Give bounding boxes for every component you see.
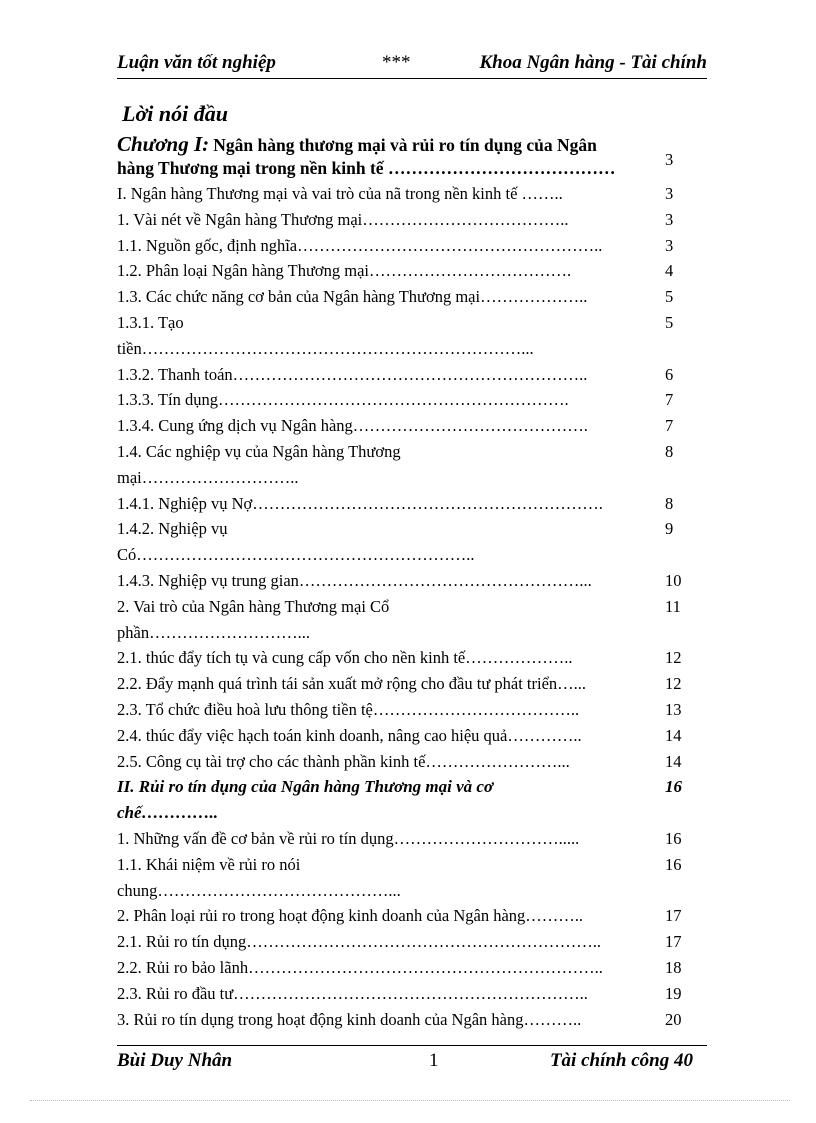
toc-entry-page: 7: [665, 390, 674, 410]
toc-entry-text: 1.4.1. Nghiệp vụ Nợ……………………………………………………….: [117, 493, 603, 513]
toc-entry-text: Có……………………………………………………..: [117, 545, 475, 565]
toc-entry-page: 7: [665, 416, 674, 436]
toc-entry-text: I. Ngân hàng Thương mại và vai trò của nã trong nền kinh tế ……..: [117, 184, 563, 203]
toc-entry-text: 2.1. thúc đẩy tích tụ và cung cấp vốn cho nền kinh tế………………..: [117, 648, 573, 668]
toc-chapter-1-line1: [117, 132, 717, 158]
chapter-title-line1: Ngân hàng thương mại và rủi ro tín dụng của Ngân: [213, 135, 597, 155]
toc-entry-page: 10: [665, 571, 682, 590]
toc-entry-text: 1.3.3. Tín dụng……………………………………………………….: [117, 390, 569, 410]
footer-left: Bùi Duy Nhân: [117, 1050, 233, 1071]
toc-entry-text: 1.3. Các chức năng cơ bản của Ngân hàng Thương mại………………..: [117, 287, 588, 307]
toc-entry-page: 16: [665, 777, 682, 797]
header-rule: [117, 78, 707, 79]
toc-entry-page: 9: [665, 519, 674, 539]
chapter-label: Chương I:: [117, 132, 210, 156]
toc-entry-page: 8: [665, 442, 674, 461]
footer-rule: [117, 1045, 707, 1046]
toc-entry-text: 1.1. Nguồn gốc, định nghĩa………………………………………………..: [117, 235, 603, 255]
footer-right: Tài chính công 40: [549, 1050, 693, 1071]
toc-entry-text: 2.1. Rủi ro tín dụng………………………………………………………..: [117, 932, 602, 952]
toc-entry-text: 2. Phân loại rủi ro trong hoạt động kinh doanh của Ngân hàng………..: [117, 906, 584, 926]
toc-entry-text: II. Rủi ro tín dụng của Ngân hàng Thương mại và cơ: [117, 777, 494, 797]
toc-entry: [117, 674, 717, 700]
toc-entry: [117, 416, 717, 442]
toc-entry-page: 12: [665, 674, 682, 694]
footer-page-number: 1: [429, 1050, 439, 1071]
toc-entry: [117, 390, 717, 416]
toc-entry: [117, 958, 717, 984]
toc-entry: [117, 184, 717, 210]
header-right: Khoa Ngân hàng - Tài chính: [479, 52, 707, 73]
chapter-title-line2: hàng Thương mại trong nền kinh tế …………………………………: [117, 158, 616, 178]
toc-entry-page: 3: [665, 209, 674, 229]
toc-entry-page: 3: [665, 235, 674, 255]
toc-entry-text: 1.4.3. Nghiệp vụ trung gian……………………………………………...: [117, 571, 592, 590]
toc-entry-page: 14: [665, 751, 682, 771]
toc-entry-text: 1.3.2. Thanh toán………………………………………………………..: [117, 364, 588, 384]
toc-entry-page: 20: [665, 1009, 682, 1029]
chapter-page: 3: [665, 150, 674, 169]
toc-entry-text: phần………………………...: [117, 622, 310, 642]
toc-entry-text: mại………………………..: [117, 467, 299, 487]
toc-entry: [117, 365, 717, 391]
toc-entry-text: tiền……………………………………………………………...: [117, 338, 534, 358]
bottom-dotted-line: [30, 1100, 790, 1101]
toc-entry: [117, 648, 717, 674]
toc-entry: [117, 777, 717, 803]
toc-entry: [117, 881, 717, 907]
toc-entry: [117, 700, 717, 726]
toc-entry: [117, 726, 717, 752]
toc-entry: [117, 829, 717, 855]
toc-entry-text: 2.2. Đẩy mạnh quá trình tái sản xuất mở rộng cho đầu tư phát triển…...: [117, 674, 587, 694]
toc-entry-text: 1.2. Phân loại Ngân hàng Thương mại……………………………….: [117, 261, 572, 281]
toc-entry: [117, 1010, 717, 1036]
toc-entry-page: 16: [665, 854, 682, 874]
toc-entry-page: 17: [665, 932, 682, 952]
toc-entry: [117, 468, 717, 494]
toc-entry: [117, 287, 717, 313]
toc-entry: [117, 855, 717, 881]
toc-entry-text: 3. Rủi ro tín dụng trong hoạt động kinh doanh của Ngân hàng………..: [117, 1009, 582, 1029]
toc-entry-page: 13: [665, 700, 682, 719]
toc-entry-text: 1.4. Các nghiệp vụ của Ngân hàng Thương: [117, 442, 401, 461]
toc-entry: [117, 623, 717, 649]
toc-entry-text: chế…………..: [117, 803, 219, 823]
toc-entry-text: 1. Vài nét về Ngân hàng Thương mại………………………………..: [117, 209, 569, 229]
toc-entry-text: 1.3.4. Cung ứng dịch vụ Ngân hàng…………………………………….: [117, 416, 588, 436]
toc-entry: [117, 984, 717, 1010]
toc-entry-text: 2.4. thúc đẩy việc hạch toán kinh doanh, nâng cao hiệu quả…………..: [117, 725, 582, 745]
toc-entry: [117, 752, 717, 778]
toc-entry-text: 1. Những vấn đề cơ bản về rủi ro tín dụng………………………….....: [117, 829, 580, 848]
toc-entry: [117, 545, 717, 571]
toc-entry-page: 16: [665, 829, 682, 848]
toc-entry-text: 2.2. Rủi ro bảo lãnh………………………………………………………..: [117, 958, 603, 977]
toc-entry-page: 17: [665, 906, 682, 926]
toc-entry: [117, 803, 717, 829]
toc-entry-page: 6: [665, 364, 674, 384]
toc-entry: [117, 571, 717, 597]
toc-entry-text: 1.4.2. Nghiệp vụ: [117, 519, 228, 539]
toc-entry-page: 5: [665, 313, 674, 332]
toc-entry: [117, 906, 717, 932]
toc-entry-page: 5: [665, 287, 674, 307]
toc-entry-text: chung……………………………………...: [117, 880, 401, 900]
header-center: ***: [382, 52, 411, 73]
toc-entry-text: 2.5. Công cụ tài trợ cho các thành phần kinh tế……………………...: [117, 751, 570, 771]
toc-entry: [117, 494, 717, 520]
toc-entry-page: 8: [665, 493, 674, 513]
page-title: Lời nói đầu: [122, 101, 228, 126]
toc-entry-text: 1.1. Khái niệm về rủi ro nói: [117, 854, 301, 874]
toc-entry-page: 14: [665, 725, 682, 745]
header-left: Luận văn tốt nghiệp: [117, 52, 276, 73]
toc-chapter-1-line2: [117, 150, 717, 184]
toc-entry-text: 2.3. Tổ chức điều hoà lưu thông tiền tệ………………………………..: [117, 700, 580, 719]
page-footer: [117, 1050, 707, 1072]
toc-entry-page: 19: [665, 983, 682, 1003]
toc-entry-page: 12: [665, 648, 682, 668]
toc-entry-text: 2. Vai trò của Ngân hàng Thương mại Cổ: [117, 596, 390, 616]
page-header: [117, 52, 707, 74]
toc-entry-page: 3: [665, 184, 674, 203]
toc-entry: [117, 519, 717, 545]
toc-entry-page: 18: [665, 958, 682, 977]
toc-entry: [117, 210, 717, 236]
toc-entry: [117, 932, 717, 958]
toc-entry: [117, 261, 717, 287]
toc-entry-text: 2.3. Rủi ro đầu tư………………………………………………………..: [117, 983, 588, 1003]
toc-entry-text: 1.3.1. Tạo: [117, 313, 184, 332]
toc-entry: [117, 313, 717, 339]
toc-entry: [117, 442, 717, 468]
toc-entry-page: 4: [665, 261, 674, 281]
toc-entry: [117, 236, 717, 262]
toc-entry: [117, 597, 717, 623]
toc-entry: [117, 339, 717, 365]
toc-entry-page: 11: [665, 596, 681, 616]
